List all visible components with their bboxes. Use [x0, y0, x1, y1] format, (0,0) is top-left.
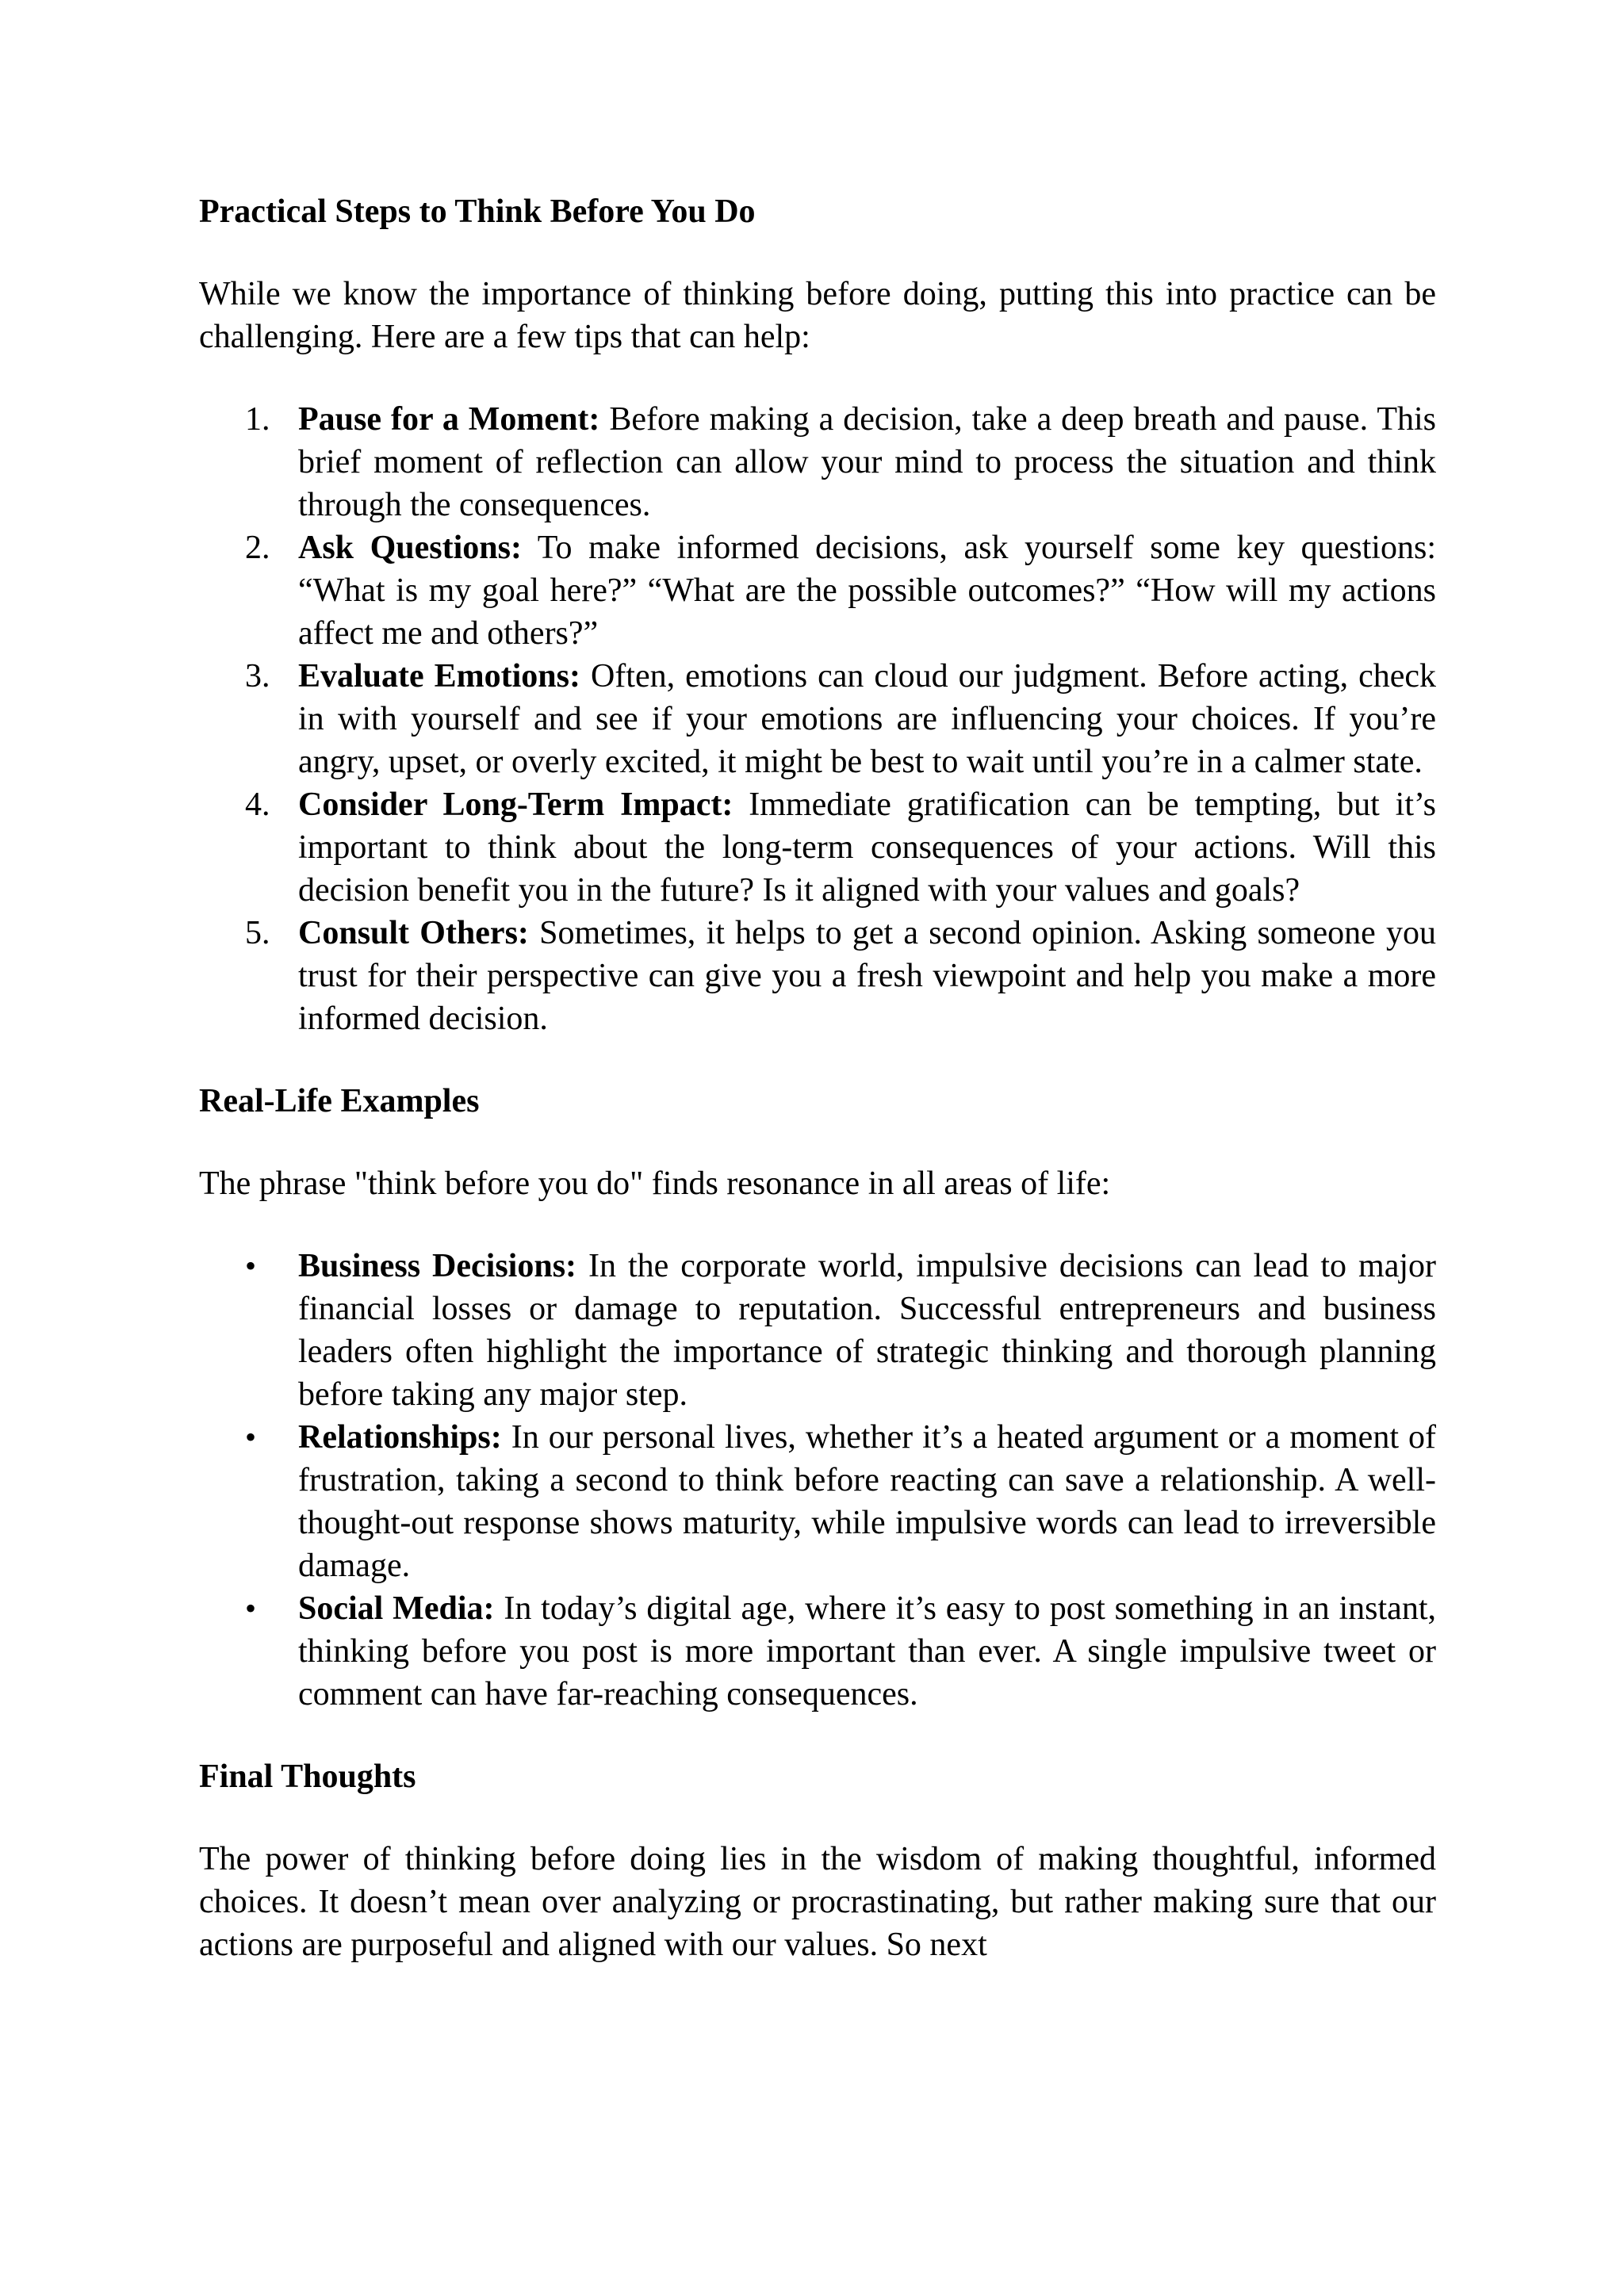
bullet-icon: •: [245, 1590, 257, 1626]
list-item: [199, 1416, 1436, 1587]
examples-intro: The phrase "think before you do" finds resonance in all areas of life:: [199, 1165, 1111, 1202]
section-heading-real-life-examples: Real-Life Examples: [199, 1083, 480, 1119]
step-text: To make informed decisions, ask yourself some key questions: “What is my goal here?” “What are the possible outcomes?” “How will my actions affect me and others?”: [298, 530, 1436, 652]
section-heading-practical-steps: Practical Steps to Think Before You Do: [199, 193, 756, 230]
example-term: Relationships:: [298, 1419, 502, 1456]
step-term: Consider Long-Term Impact:: [298, 786, 733, 823]
section-heading-final-thoughts: Final Thoughts: [199, 1758, 416, 1795]
list-number: 1.: [245, 401, 270, 438]
steps-list: [199, 398, 1436, 1040]
step-term: Consult Others:: [298, 915, 529, 951]
step-term: Ask Questions:: [298, 530, 522, 566]
list-number: 2.: [245, 530, 270, 566]
list-item: [199, 1587, 1436, 1716]
examples-list: [199, 1245, 1436, 1716]
example-text: In today’s digital age, where it’s easy to post something in an instant, thinking before you post is more important than ever. A single impulsive tweet or comment can have far-reaching consequences.: [298, 1590, 1436, 1712]
bullet-icon: •: [245, 1248, 257, 1284]
list-item: [199, 655, 1436, 783]
list-number: 4.: [245, 786, 270, 823]
example-text: In our personal lives, whether it’s a heated argument or a moment of frustration, taking a second to think before reacting can save a relationship. A well-thought-out response shows maturity, while impulsive words can lead to irreversible damage.: [298, 1419, 1436, 1584]
list-item: [199, 526, 1436, 655]
final-paragraph: The power of thinking before doing lies in the wisdom of making thoughtful, informed choices. It doesn’t mean over analyzing or procrastinating, but rather making sure that our actions are purposeful and aligned with our values. So next: [199, 1841, 1436, 1963]
example-text: In the corporate world, impulsive decisions can lead to major financial losses or damage to reputation. Successful entrepreneurs and business leaders often highlight the importance of strategic thinking and thorough planning before taking any major step.: [298, 1248, 1436, 1413]
example-term: Social Media:: [298, 1590, 495, 1627]
step-text: Often, emotions can cloud our judgment. Before acting, check in with yourself and see if your emotions are influencing your choices. If you’re angry, upset, or overly excited, it might be best to wait until you’re in a calmer state.: [298, 658, 1436, 780]
example-term: Business Decisions:: [298, 1248, 577, 1284]
list-item: [199, 783, 1436, 912]
document-page: [199, 190, 1436, 1966]
bullet-icon: •: [245, 1419, 257, 1455]
list-item: [199, 1245, 1436, 1416]
intro-paragraph: While we know the importance of thinking before doing, putting this into practice can be challenging. Here are a few tips that can help:: [199, 276, 1436, 355]
list-item: [199, 398, 1436, 526]
list-item: [199, 912, 1436, 1040]
list-number: 5.: [245, 915, 270, 951]
step-term: Evaluate Emotions:: [298, 658, 580, 695]
step-term: Pause for a Moment:: [298, 401, 600, 438]
step-text: Immediate gratification can be tempting, but it’s important to think about the long-term consequences of your actions. Will this decision benefit you in the future? Is it aligned with your values and goals?: [298, 786, 1437, 909]
list-number: 3.: [245, 658, 270, 695]
step-text: Sometimes, it helps to get a second opinion. Asking someone you trust for their perspective can give you a fresh viewpoint and help you make a more informed decision.: [298, 915, 1436, 1037]
step-text: Before making a decision, take a deep breath and pause. This brief moment of reflection can allow your mind to process the situation and think through the consequences.: [298, 401, 1436, 523]
